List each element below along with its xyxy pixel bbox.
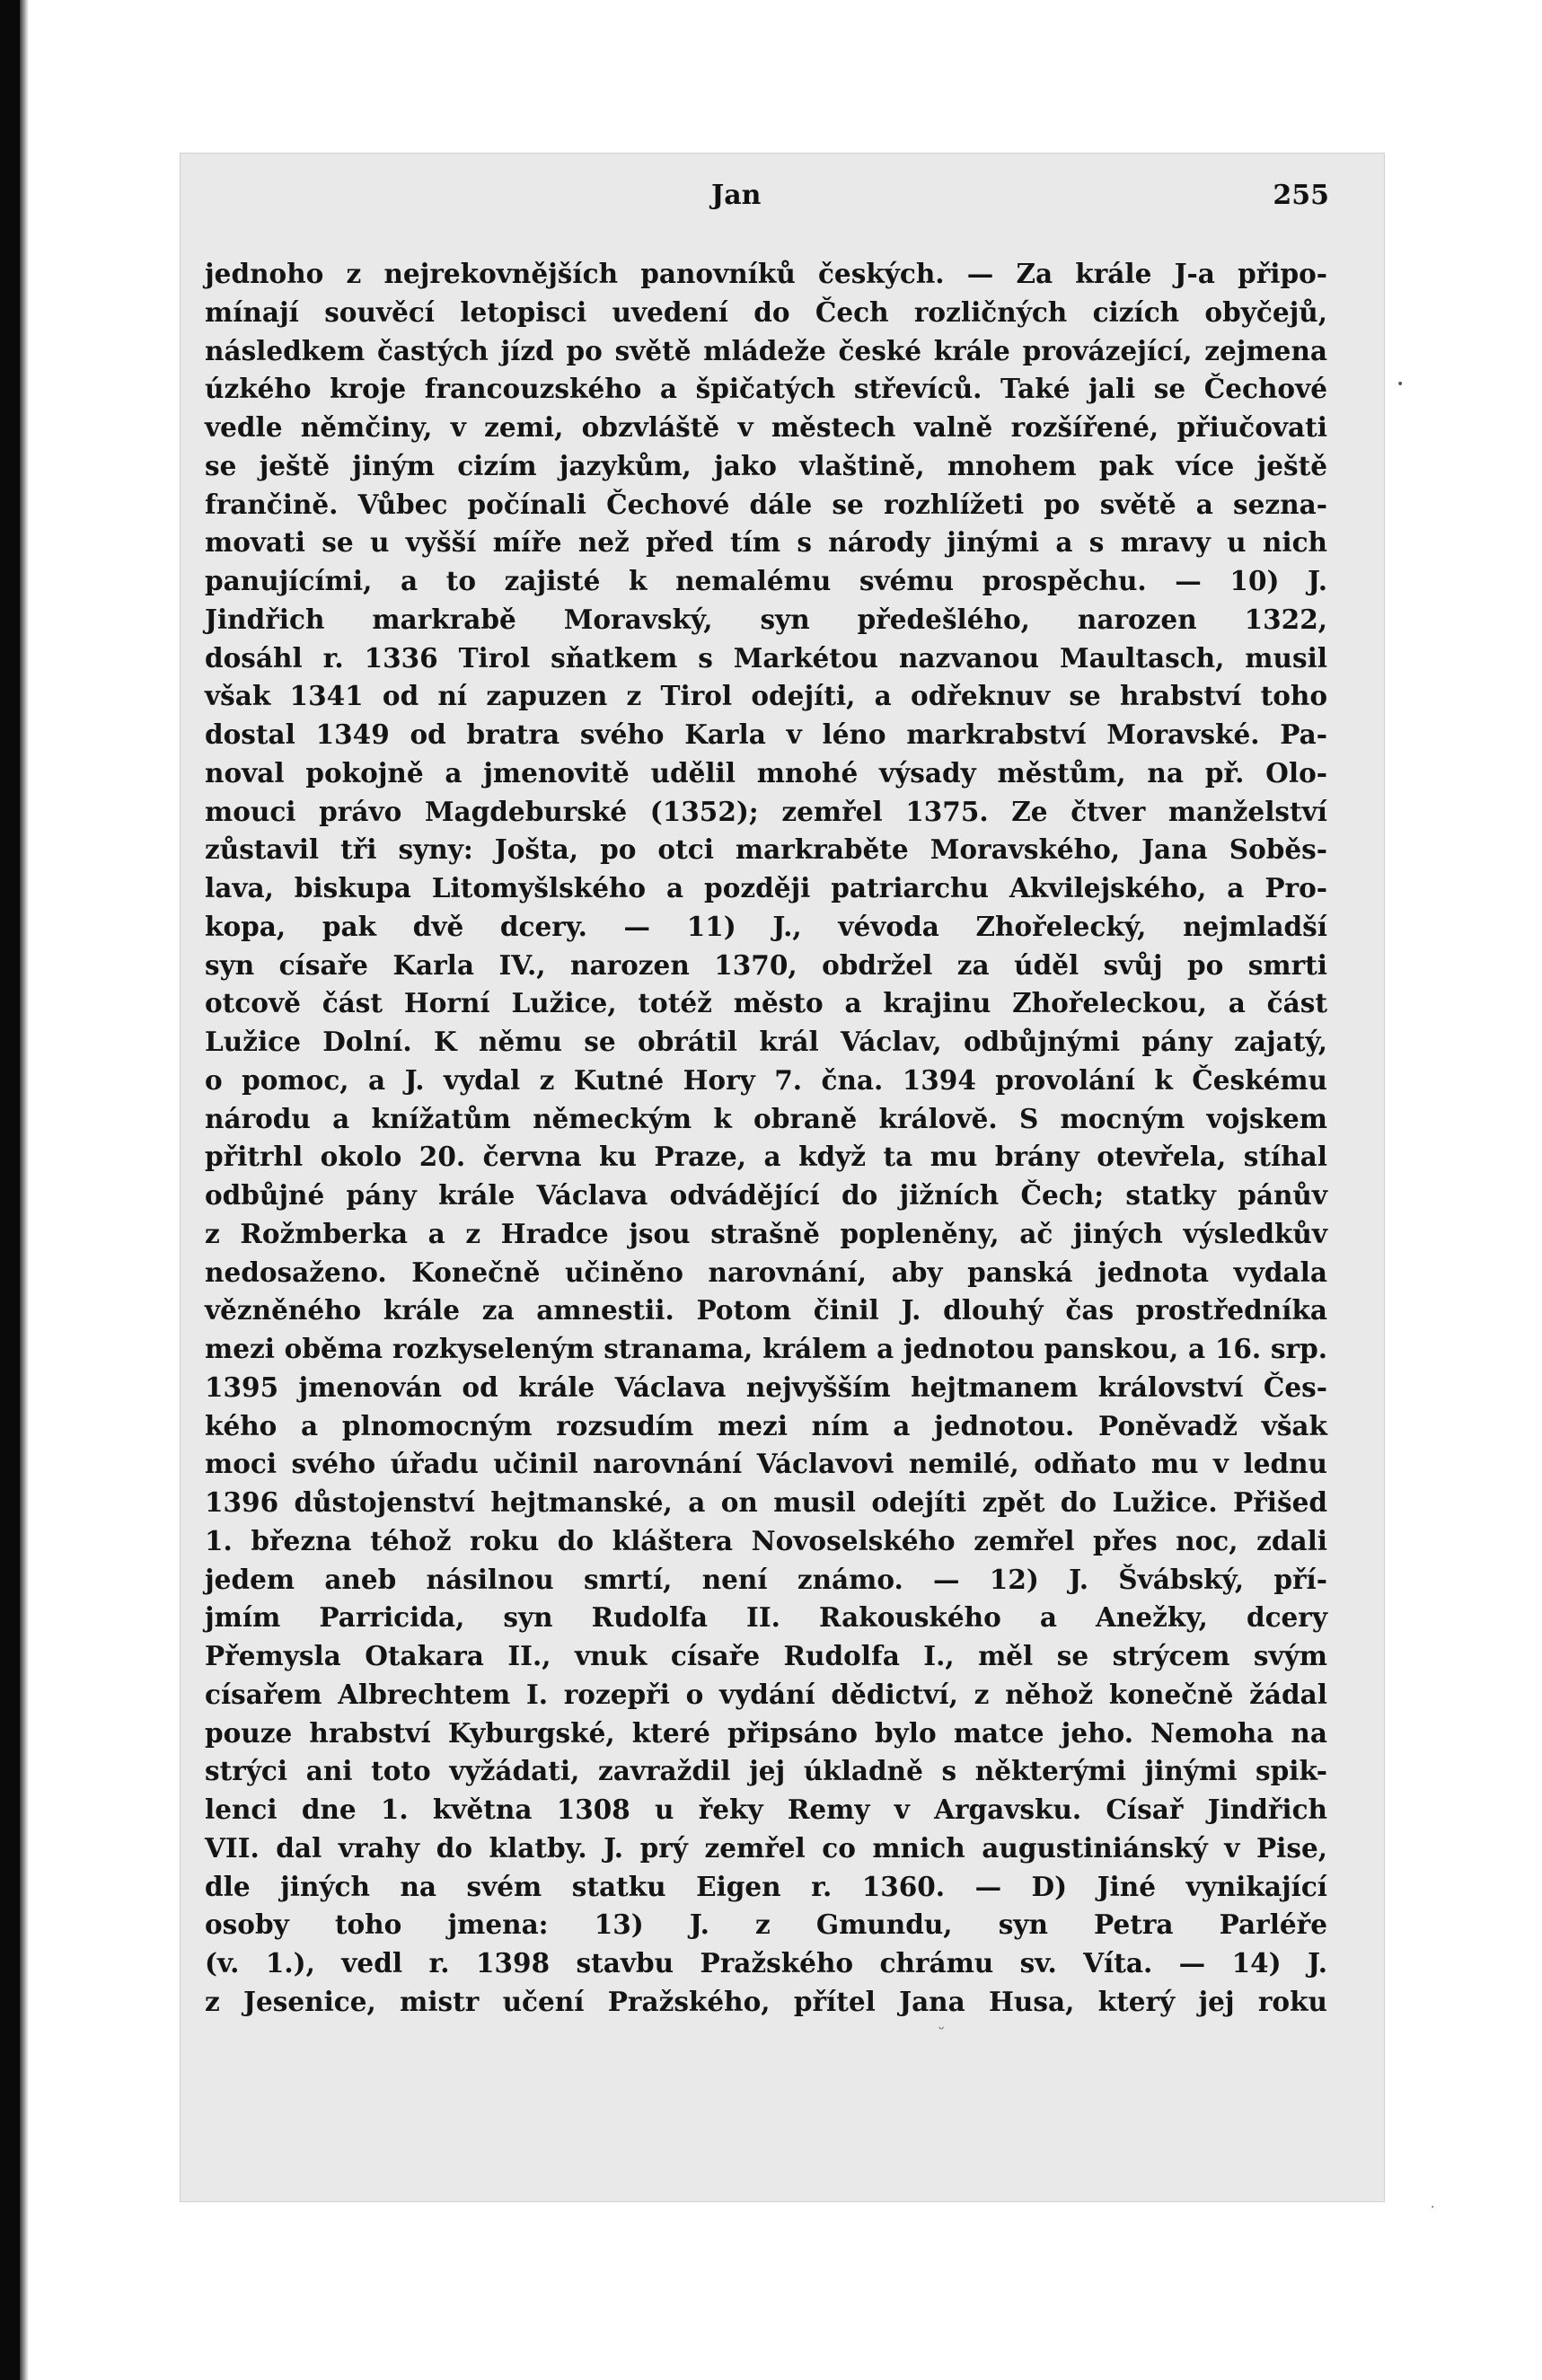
text-line: národu a knížatům německým k obraně královĕ. S mocným vojskem	[205, 1102, 1327, 1134]
text-line: vedle němčiny, v zemi, obzvláště v městech valně rozšířené, přiučovati	[205, 411, 1327, 443]
text-line: frančině. Vůbec počínali Čechové dále se rozhlížeti po světě a sezna-	[205, 488, 1327, 520]
text-line: císařem Albrechtem I. rozepři o vydání dědictví, z něhož konečně žádal	[205, 1678, 1327, 1710]
text-line: dostal 1349 od bratra svého Karla v léno markrabství Moravské. Pa-	[205, 718, 1327, 750]
text-line: z Rožmberka a z Hradce jsou strašně popleněny, ač jiných výsledkův	[205, 1217, 1327, 1249]
text-line: osoby toho jmena: 13) J. z Gmundu, syn Petra Parléře	[205, 1908, 1327, 1941]
page-header	[198, 180, 1329, 234]
scan-border	[0, 0, 20, 2380]
text-line: následkem častých jízd po světě mládeže české krále provázející, zejmena	[205, 334, 1327, 366]
text-line: jednoho z nejrekovnějších panovníků českých. — Za krále J-a připo-	[205, 258, 1327, 289]
body-text	[205, 255, 1327, 2022]
text-line: panujícími, a to zajisté k nemalému svému prospěchu. — 10) J.	[205, 565, 1327, 596]
text-line: mouci právo Magdeburské (1352); zemřel 1375. Ze čtver manželství	[205, 795, 1327, 827]
text-line: (v. 1.), vedl r. 1398 stavbu Pražského chrámu sv. Víta. — 14) J.	[205, 1947, 1327, 1979]
text-line: 1395 jmenován od krále Václava nejvyšším hejtmanem království Čes-	[205, 1371, 1327, 1403]
text-line: mínají souvěcí letopisci uvedení do Čech rozličných cizích obyčejů,	[205, 295, 1327, 328]
text-line: mezi oběma rozkyseleným stranama, králem a jednotou panskou, a 16. srp.	[205, 1333, 1327, 1364]
text-line: kopa, pak dvě dcery. — 11) J., vévoda Zhořelecký, nejmladší	[205, 910, 1327, 942]
text-line: noval pokojně a jmenovitě udělil mnohé výsady městům, na př. Olo-	[205, 756, 1327, 789]
text-line: Lužice Dolní. K němu se obrátil král Václav, odbůjnými pány zajatý,	[205, 1026, 1327, 1057]
text-line: z Jesenice, mistr učení Pražského, přítel Jana Husa, který jej roku	[205, 1985, 1327, 2017]
text-line: dosáhl r. 1336 Tirol sňatkem s Markétou nazvanou Maultasch, musil	[205, 641, 1327, 674]
text-line: 1396 důstojenství hejtmanské, a on musil odejíti zpět do Lužice. Přišed	[205, 1486, 1327, 1518]
text-line: Přemysla Otakara II., vnuk císaře Rudolfa I., měl se strýcem svým	[205, 1640, 1327, 1671]
text-line: pouze hrabství Kyburgské, které připsáno bylo matce jeho. Nemoha na	[205, 1716, 1327, 1749]
text-line: strýci ani toto vyžádati, zavraždil jej úkladně s některými jinými spik-	[205, 1755, 1327, 1787]
text-line: úzkého kroje francouzského a špičatých střevíců. Také jali se Čechové	[205, 373, 1327, 405]
text-line: vězněného krále za amnestii. Potom činil J. dlouhý čas prostředníka	[205, 1294, 1327, 1327]
text-line: otcově část Horní Lužice, totéž město a krajinu Zhořeleckou, a část	[205, 987, 1327, 1019]
stray-mark: ·	[1431, 2200, 1435, 2215]
text-line: 1. března téhož roku do kláštera Novoselského zemřel přes noc, zdali	[205, 1524, 1327, 1556]
stray-mark: •	[1397, 377, 1405, 392]
text-line: odbůjné pány krále Václava odvádějící do jižních Čech; statky pánův	[205, 1179, 1327, 1211]
text-line: jmím Parricida, syn Rudolfa II. Rakouského a Anežky, dcery	[205, 1601, 1327, 1634]
text-line: Jindřich markrabě Moravský, syn předešlého, narozen 1322,	[205, 603, 1327, 635]
text-line: movati se u vyšší míře než před tím s národy jinými a s mravy u nich	[205, 526, 1327, 559]
stray-mark: ᵕ	[938, 2021, 945, 2038]
text-line: kého a plnomocným rozsudím mezi ním a jednotou. Poněvadž však	[205, 1409, 1327, 1441]
text-line: dle jiných na svém statku Eigen r. 1360. — D) Jiné vynikající	[205, 1870, 1327, 1902]
running-title: Jan	[711, 180, 762, 211]
text-line: se ještě jiným cizím jazykům, jako vlaštině, mnohem pak více ještě	[205, 449, 1327, 481]
page-number: 255	[1273, 180, 1329, 211]
scan-border-shadow	[20, 0, 29, 2380]
text-line: lenci dne 1. května 1308 u řeky Remy v Argavsku. Císař Jindřich	[205, 1794, 1327, 1825]
text-line: jedem aneb násilnou smrtí, není známo. — 12) J. Švábský, pří-	[205, 1563, 1327, 1595]
text-line: moci svého úřadu učinil narovnání Václavovi nemilé, odňato mu v lednu	[205, 1448, 1327, 1480]
text-line: lava, biskupa Litomyšlského a později patriarchu Akvilejského, a Pro-	[205, 872, 1327, 904]
text-line: syn císaře Karla IV., narozen 1370, obdržel za úděl svůj po smrti	[205, 948, 1327, 981]
text-line: VII. dal vrahy do klatby. J. prý zemřel co mnich augustiniánský v Pise,	[205, 1831, 1327, 1864]
text-line: o pomoc, a J. vydal z Kutné Hory 7. čna. 1394 provolání k Českému	[205, 1063, 1327, 1096]
text-line: nedosaženo. Konečně učiněno narovnání, aby panská jednota vydala	[205, 1256, 1327, 1288]
text-line: zůstavil tři syny: Jošta, po otci markraběte Moravského, Jana Soběs-	[205, 833, 1327, 866]
text-line: však 1341 od ní zapuzen z Tirol odejíti, a odřeknuv se hrabství toho	[205, 680, 1327, 712]
text-line: přitrhl okolo 20. června ku Praze, a když ta mu brány otevřela, stíhal	[205, 1141, 1327, 1173]
